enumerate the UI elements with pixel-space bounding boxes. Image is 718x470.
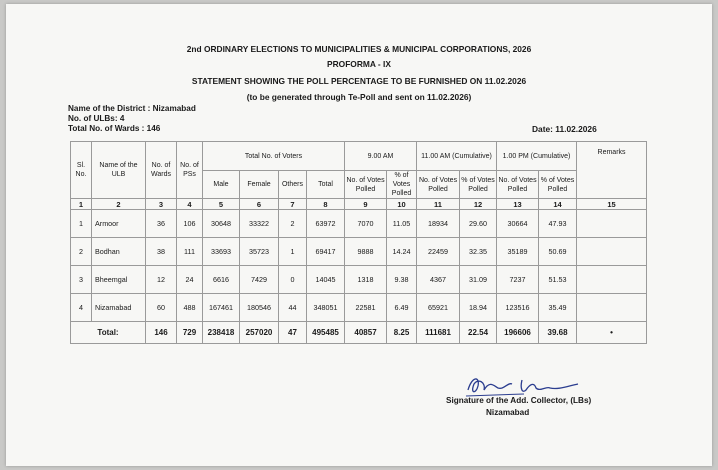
wards-cell: 38 xyxy=(146,238,177,266)
header-voters-group: Total No. of Voters xyxy=(203,142,345,171)
votes-1pm-cell: 30664 xyxy=(497,210,539,238)
header-remarks: Remarks xyxy=(577,142,647,199)
header-9am: 9.00 AM xyxy=(345,142,417,171)
header-male: Male xyxy=(203,171,240,199)
header-pct-polled-1pm: % of Votes Polled xyxy=(539,171,577,199)
column-index: 9 xyxy=(345,199,387,210)
generation-note: (to be generated through Te-Poll and sent on 11.02.2026) xyxy=(246,92,472,102)
pct-1pm-cell: 35.49 xyxy=(539,294,577,322)
column-index: 4 xyxy=(177,199,203,210)
others-cell: 44 xyxy=(279,294,307,322)
pss-cell: 488 xyxy=(177,294,203,322)
column-index-row xyxy=(71,199,647,210)
ulb-cell: Bodhan xyxy=(92,238,146,266)
total-cell: 348051 xyxy=(307,294,345,322)
header-votes-polled-1pm: No. of Votes Polled xyxy=(497,171,539,199)
female-cell: 33322 xyxy=(240,210,279,238)
header-row-groups xyxy=(71,142,647,171)
column-index: 1 xyxy=(71,199,92,210)
votes-11am-cell: 4367 xyxy=(417,266,460,294)
header-total: Total xyxy=(307,171,345,199)
proforma-label: PROFORMA - IX xyxy=(327,59,391,69)
report-date: Date: 11.02.2026 xyxy=(532,124,597,134)
table-row xyxy=(71,294,647,322)
others-cell: 1 xyxy=(279,238,307,266)
votes-1pm-cell: 7237 xyxy=(497,266,539,294)
votes-9am-cell: 1318 xyxy=(345,266,387,294)
column-index: 7 xyxy=(279,199,307,210)
pct-11am-cell: 18.94 xyxy=(460,294,497,322)
votes-11am-cell: 18934 xyxy=(417,210,460,238)
column-index: 15 xyxy=(577,199,647,210)
total-pct-11am: 22.54 xyxy=(460,322,497,344)
male-cell: 33693 xyxy=(203,238,240,266)
pss-cell: 106 xyxy=(177,210,203,238)
header-others: Others xyxy=(279,171,307,199)
district-name: Name of the District : Nizamabad xyxy=(68,104,196,113)
sl-cell: 3 xyxy=(71,266,92,294)
total-votes-1pm: 196606 xyxy=(497,322,539,344)
pss-cell: 111 xyxy=(177,238,203,266)
header-pct-polled-11am: % of Votes Polled xyxy=(460,171,497,199)
total-pct-9am: 8.25 xyxy=(387,322,417,344)
column-index: 12 xyxy=(460,199,497,210)
signature-place: Nizamabad xyxy=(486,408,530,417)
total-female: 257020 xyxy=(240,322,279,344)
total-cell: 69417 xyxy=(307,238,345,266)
header-ulb: Name of the ULB xyxy=(92,142,146,199)
pss-cell: 24 xyxy=(177,266,203,294)
total-remarks: • xyxy=(577,322,647,344)
column-index: 6 xyxy=(240,199,279,210)
header-pss: No. of PSs xyxy=(177,142,203,199)
male-cell: 30648 xyxy=(203,210,240,238)
total-voters: 495485 xyxy=(307,322,345,344)
total-wards: 146 xyxy=(146,322,177,344)
pct-1pm-cell: 50.69 xyxy=(539,238,577,266)
header-pct-polled-9am: % of Votes Polled xyxy=(387,171,417,199)
table-row xyxy=(71,210,647,238)
ulb-count: No. of ULBs: 4 xyxy=(68,114,125,123)
header-wards: No. of Wards xyxy=(146,142,177,199)
ulb-cell: Armoor xyxy=(92,210,146,238)
header-female: Female xyxy=(240,171,279,199)
pct-1pm-cell: 47.93 xyxy=(539,210,577,238)
votes-1pm-cell: 35189 xyxy=(497,238,539,266)
votes-1pm-cell: 123516 xyxy=(497,294,539,322)
column-index: 10 xyxy=(387,199,417,210)
pct-9am-cell: 6.49 xyxy=(387,294,417,322)
total-votes-9am: 40857 xyxy=(345,322,387,344)
male-cell: 167461 xyxy=(203,294,240,322)
female-cell: 7429 xyxy=(240,266,279,294)
pct-11am-cell: 31.09 xyxy=(460,266,497,294)
votes-9am-cell: 7070 xyxy=(345,210,387,238)
table-row xyxy=(71,266,647,294)
remarks-cell xyxy=(577,238,647,266)
pct-11am-cell: 32.35 xyxy=(460,238,497,266)
column-index: 5 xyxy=(203,199,240,210)
others-cell: 0 xyxy=(279,266,307,294)
total-label: Total: xyxy=(71,322,146,344)
female-cell: 35723 xyxy=(240,238,279,266)
wards-cell: 60 xyxy=(146,294,177,322)
total-male: 238418 xyxy=(203,322,240,344)
pct-1pm-cell: 51.53 xyxy=(539,266,577,294)
header-votes-polled-11am: No. of Votes Polled xyxy=(417,171,460,199)
pct-9am-cell: 14.24 xyxy=(387,238,417,266)
column-index: 3 xyxy=(146,199,177,210)
votes-9am-cell: 9888 xyxy=(345,238,387,266)
total-cell: 63972 xyxy=(307,210,345,238)
total-cell: 14045 xyxy=(307,266,345,294)
wards-cell: 36 xyxy=(146,210,177,238)
header-votes-polled-9am: No. of Votes Polled xyxy=(345,171,387,199)
female-cell: 180546 xyxy=(240,294,279,322)
total-row xyxy=(71,322,647,344)
wards-cell: 12 xyxy=(146,266,177,294)
remarks-cell xyxy=(577,210,647,238)
pct-11am-cell: 29.60 xyxy=(460,210,497,238)
sl-cell: 4 xyxy=(71,294,92,322)
document-title: 2nd ORDINARY ELECTIONS TO MUNICIPALITIES & MUNICIPAL CORPORATIONS, 2026 xyxy=(186,44,532,54)
column-index: 11 xyxy=(417,199,460,210)
remarks-cell xyxy=(577,266,647,294)
total-pss: 729 xyxy=(177,322,203,344)
column-index: 8 xyxy=(307,199,345,210)
pct-9am-cell: 9.38 xyxy=(387,266,417,294)
ward-count: Total No. of Wards : 146 xyxy=(68,124,161,133)
sl-cell: 1 xyxy=(71,210,92,238)
header-1pm: 1.00 PM (Cumulative) xyxy=(497,142,577,171)
votes-11am-cell: 65921 xyxy=(417,294,460,322)
column-index: 13 xyxy=(497,199,539,210)
statement-heading: STATEMENT SHOWING THE POLL PERCENTAGE TO BE FURNISHED ON 11.02.2026 xyxy=(191,76,527,86)
poll-percentage-table xyxy=(70,141,647,344)
signature-title: Signature of the Add. Collector, (LBs) xyxy=(446,396,592,405)
total-others: 47 xyxy=(279,322,307,344)
others-cell: 2 xyxy=(279,210,307,238)
column-index: 2 xyxy=(92,199,146,210)
ulb-cell: Nizamabad xyxy=(92,294,146,322)
total-pct-1pm: 39.68 xyxy=(539,322,577,344)
sl-cell: 2 xyxy=(71,238,92,266)
votes-11am-cell: 22459 xyxy=(417,238,460,266)
total-votes-11am: 111681 xyxy=(417,322,460,344)
table-row xyxy=(71,238,647,266)
votes-9am-cell: 22581 xyxy=(345,294,387,322)
column-index: 14 xyxy=(539,199,577,210)
pct-9am-cell: 11.05 xyxy=(387,210,417,238)
header-11am: 11.00 AM (Cumulative) xyxy=(417,142,497,171)
remarks-cell xyxy=(577,294,647,322)
header-sl: Sl. No. xyxy=(71,142,92,199)
ulb-cell: Bheemgal xyxy=(92,266,146,294)
male-cell: 6616 xyxy=(203,266,240,294)
